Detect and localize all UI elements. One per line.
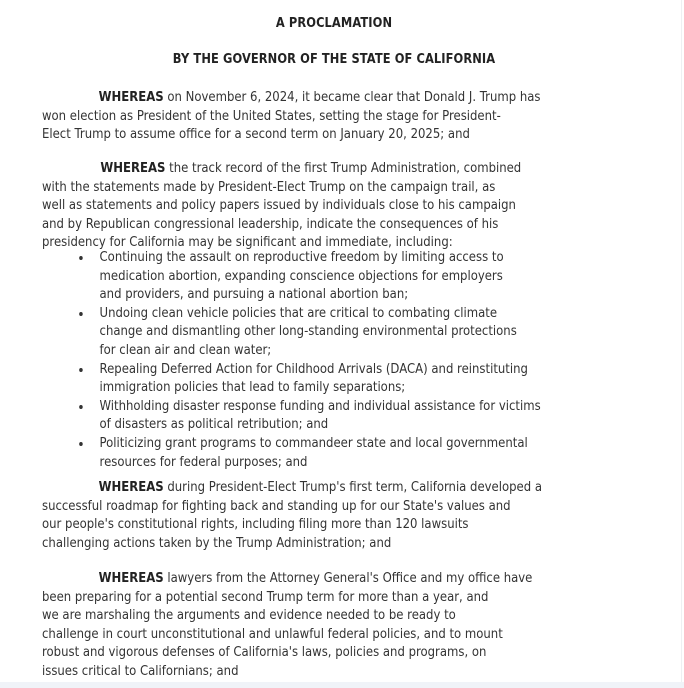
- list-item: [42, 361, 626, 398]
- bullet-icon: [79, 405, 83, 409]
- list-item: [42, 435, 626, 472]
- list-item-text: Repealing Deferred Action for Childhood Arrivals (DACA) and reinstituting immigration policies that lead to family separations;: [99, 361, 528, 396]
- whereas-lead: WHEREAS: [98, 571, 164, 586]
- list-item-text: Undoing clean vehicle policies that are critical to combating climate change and dismantling other long-standing environmental protections for clean air and clean water;: [99, 305, 517, 358]
- list-item: [42, 305, 626, 361]
- whereas-paragraph-1: [42, 89, 626, 145]
- whereas-lead: WHEREAS: [98, 90, 164, 105]
- whereas-paragraph-2: [42, 160, 626, 253]
- page-bottom-edge: [0, 682, 684, 688]
- bullet-icon: [79, 368, 83, 372]
- list-item-text: Withholding disaster response funding and individual assistance for victims of disasters as political retribution; and: [99, 398, 541, 433]
- list-item: [42, 398, 626, 435]
- whereas-lead: WHEREAS: [100, 161, 166, 176]
- list-item: [42, 249, 626, 305]
- document-title: A PROCLAMATION: [275, 16, 393, 31]
- whereas-paragraph-4: [42, 570, 626, 682]
- list-item-text: Continuing the assault on reproductive freedom by limiting access to medication abortion, expanding conscience objections for employers and providers, and pursuing a national abortion ban;: [99, 250, 504, 303]
- bullet-icon: [79, 256, 83, 260]
- list-item-text: Politicizing grant programs to commandeer state and local governmental resources for federal purposes; and: [99, 435, 528, 470]
- whereas-paragraph-3: [42, 479, 626, 553]
- whereas-lead: WHEREAS: [98, 480, 164, 495]
- bullet-icon: [79, 442, 83, 446]
- paragraph-text: the track record of the first Trump Administration, combined with the statements made by President-Elect Trump on the campaign trail, as well as statements and policy papers issued by individuals close to his campaign and by Republican congressional leadership, indicate the consequences of his presidency for California may be significant and immediate, including:: [42, 161, 522, 251]
- consequences-list: [42, 249, 626, 472]
- paragraph-text: during President-Elect Trump's first term, California developed a successful roadmap for fighting back and standing up for our State's values and our people's constitutional rights, including filing more than 120 lawsuits challenging actions taken by the Trump Administration; and: [42, 480, 542, 551]
- document-subtitle: BY THE GOVERNOR OF THE STATE OF CALIFORNIA: [172, 52, 496, 67]
- paragraph-text: lawyers from the Attorney General's Office and my office have been preparing for a potential second Trump term for more than a year, and we are marshaling the arguments and evidence needed to be ready to challenge in court unconstitutional and unlawful federal policies, and to mount robust and vigorous defenses of California's laws, policies and programs, on issues critical to Californians; and: [42, 571, 533, 679]
- paragraph-text: on November 6, 2024, it became clear that Donald J. Trump has won election as President of the United States, setting the stage for President- Elect Trump to assume office for a second term on January 20, 2025; and: [42, 90, 541, 143]
- bullet-icon: [79, 312, 83, 316]
